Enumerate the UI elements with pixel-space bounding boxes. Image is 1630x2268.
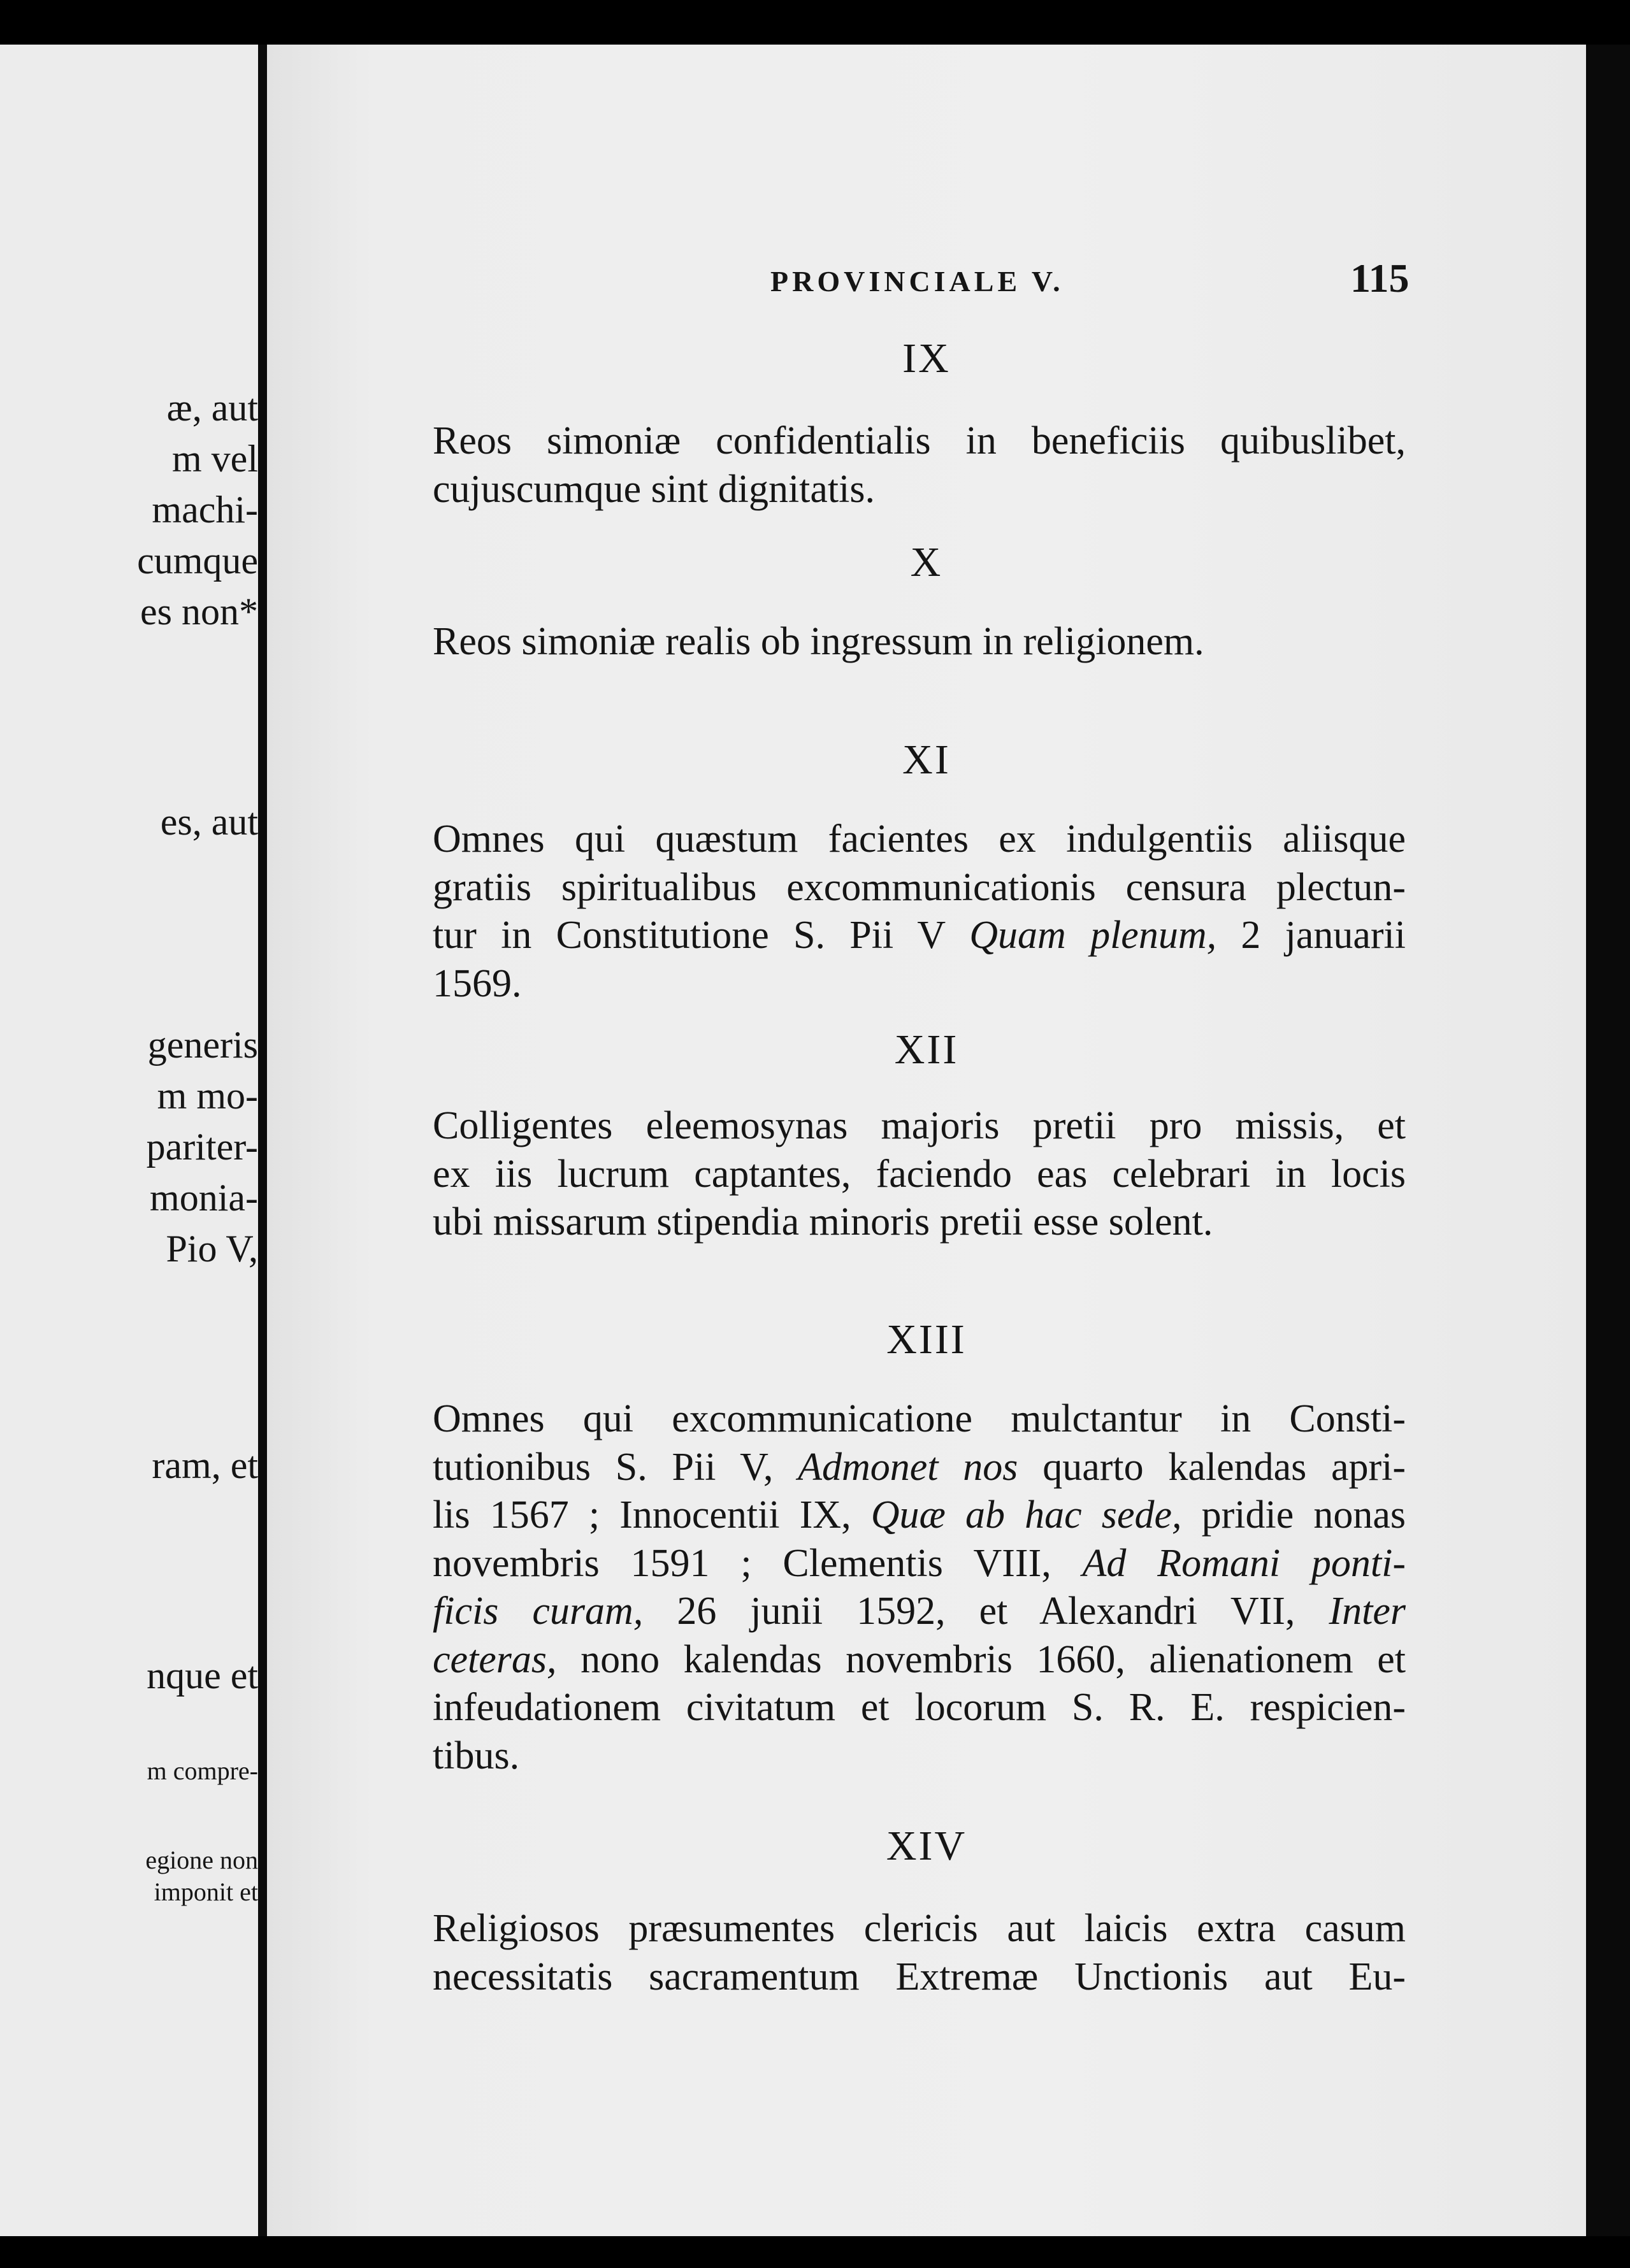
text-line: infeudationem civitatum et locorum S. R. E. respicien- (433, 1686, 1406, 1729)
section-text (433, 815, 1406, 1008)
left-fragment: machi- (152, 489, 258, 531)
text-line: Reos simoniæ realis ob ingressum in religionem. (433, 620, 1204, 663)
section-numeral: X (910, 539, 943, 585)
section-text (433, 618, 1406, 666)
section-numeral: XII (894, 1026, 959, 1073)
page-gutter (258, 45, 267, 2236)
text-line (433, 1491, 1406, 1540)
left-fragment: monia- (150, 1177, 258, 1219)
left-fragment: generis (147, 1024, 258, 1066)
text-line (433, 1588, 1406, 1636)
text-line: ex iis lucrum captantes, faciendo eas celebrari in locis (433, 1152, 1406, 1196)
section-numeral: XI (902, 736, 951, 783)
left-fragment: cumque (137, 540, 258, 582)
text-line (433, 1444, 1406, 1492)
left-fragment: ram, et (152, 1444, 258, 1486)
left-fragment: m vel (172, 438, 258, 480)
left-fragment: nque et (147, 1654, 258, 1697)
text-line: tibus. (433, 1733, 520, 1777)
text-line: 1569. (433, 961, 522, 1005)
text-line: Colligentes eleemosynas majoris pretii pro missis, et (433, 1104, 1406, 1147)
text-run: tutionibus S. Pii V, (433, 1445, 774, 1489)
text-line: Reos simoniæ confidentialis in beneficiis quibuslibet, (433, 419, 1406, 463)
left-fragment: m mo- (157, 1075, 258, 1117)
section-text (433, 1102, 1406, 1247)
text-line: Religiosos præsumentes clericis aut laicis extra casum (433, 1907, 1406, 1950)
section-numeral: XIV (886, 1823, 967, 1869)
section-text (433, 1905, 1406, 2001)
section-text (433, 417, 1406, 513)
text-line (433, 1540, 1406, 1588)
text-run: 2 januarii (1241, 914, 1406, 957)
italic-title: ficis curam, (433, 1590, 644, 1633)
italic-title: Ad Romani ponti- (1082, 1541, 1406, 1585)
text-run: nono kalendas novembris 1660, alienationem et (581, 1637, 1406, 1681)
left-fragment: imponit et (154, 1877, 258, 1906)
text-line: gratiis spiritualibus excommunicationis censura plectun- (433, 865, 1406, 909)
text-run: quarto kalendas apri- (1042, 1445, 1406, 1489)
text-line (433, 912, 1406, 960)
text-line: Omnes qui quæstum facientes ex indulgentiis aliisque (433, 817, 1406, 861)
italic-title: Quam plenum, (969, 914, 1217, 957)
running-head: PROVINCIALE V. (770, 265, 1064, 298)
left-fragment: es, aut (160, 801, 258, 843)
text-line: Omnes qui excommunicatione mulctantur in Consti- (433, 1397, 1406, 1440)
italic-title: ceteras, (433, 1637, 557, 1681)
italic-title: Inter (1329, 1590, 1406, 1633)
text-run: lis 1567 ; Innocentii IX, (433, 1493, 851, 1537)
left-fragment: æ, aut (166, 387, 258, 429)
text-run: tur in Constitutione S. Pii V (433, 914, 945, 957)
left-fragment: egione non (145, 1846, 258, 1874)
left-facing-page (0, 45, 258, 2236)
left-fragment: es non* (140, 591, 258, 633)
text-line: cujuscumque sint dignitatis. (433, 467, 875, 511)
page-number: 115 (1350, 255, 1410, 301)
text-run: 26 junii 1592, et Alexandri VII, (677, 1590, 1295, 1633)
italic-title: Quæ ab hac sede, (870, 1493, 1182, 1537)
section-numeral: IX (902, 335, 951, 382)
text-line: necessitatis sacramentum Extremæ Unctionis aut Eu- (433, 1955, 1406, 1999)
italic-title: Admonet nos (798, 1445, 1018, 1489)
left-fragment: m compre- (147, 1756, 258, 1785)
text-line: ubi missarum stipendia minoris pretii esse solent. (433, 1200, 1213, 1244)
section-numeral: XIII (886, 1316, 967, 1363)
page-edge-shadow (1586, 45, 1630, 2236)
text-line (433, 1636, 1406, 1684)
main-page (267, 45, 1586, 2236)
left-fragment: Pio V, (166, 1228, 258, 1270)
text-run: novembris 1591 ; Clementis VIII, (433, 1541, 1051, 1585)
section-text (433, 1395, 1406, 1780)
left-fragment: pariter- (146, 1126, 258, 1168)
text-run: pridie nonas (1201, 1493, 1406, 1537)
